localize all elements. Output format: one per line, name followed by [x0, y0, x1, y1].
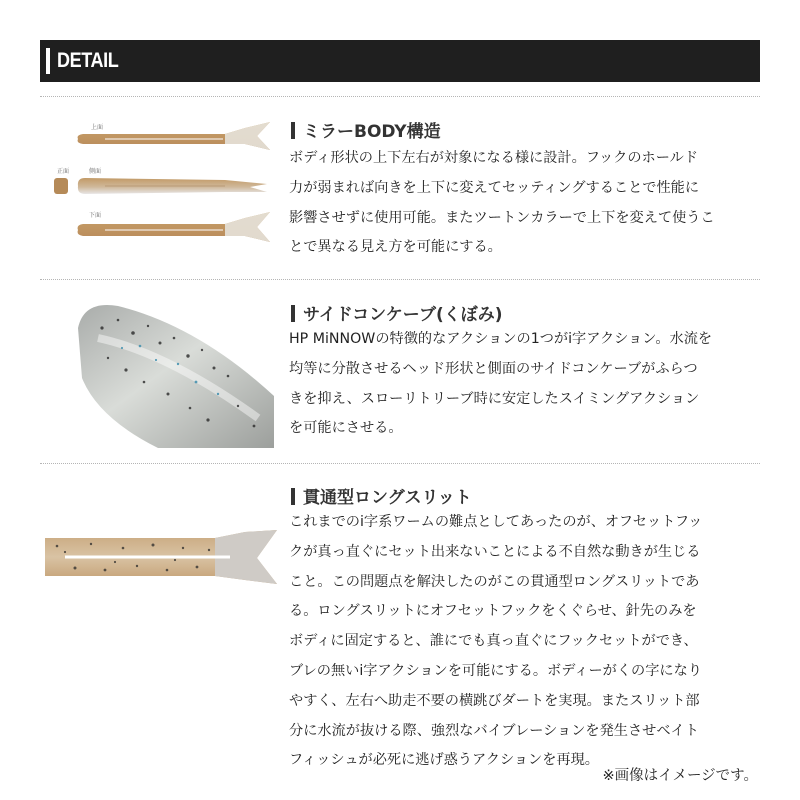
detail-header [40, 40, 760, 82]
body-line: る。ロングスリットにオフセットフックをくぐらせ、針先のみを [289, 603, 697, 620]
section-heading-side-concave [291, 300, 502, 325]
body-line: HP MiNNOWの特徴的なアクションの1つがi字アクション。水流を [289, 331, 713, 347]
image-disclaimer-note: ※画像はイメージです。 [602, 768, 758, 784]
body-line: ボディ形状の上下左右が対象になる様に設計。フックのホールド [289, 150, 699, 166]
body-line: やすく、左右へ助走不要の横跳びダートを実現。またスリット部 [289, 692, 700, 709]
body-line: こと。この問題点を解決したのがこの貫通型ロングスリットであ [289, 573, 700, 590]
section-heading-text: サイドコンケーブ(くぼみ) [303, 305, 503, 325]
section-heading-text: ミラーBODY構造 [303, 122, 441, 142]
front-view-worm [54, 178, 68, 194]
body-line: ブレの無いi字アクションを可能にする。ボディーがくの字になり [289, 662, 702, 679]
section-body-mirror-body [289, 144, 764, 263]
heading-bar [291, 122, 295, 139]
body-line: きを抑え、スローリトリーブ時に安定したスイミングアクション [289, 390, 700, 407]
section-body-side-concave [289, 325, 764, 444]
label-side: 側面 [89, 168, 102, 175]
body-line: これまでのi字系ワームの難点としてあったのが、オフセットフッ [289, 514, 703, 530]
divider [40, 279, 760, 280]
body-line: 力が弱まれば向きを上下に変えてセッティングすることで性能に [289, 179, 700, 196]
header-accent-bar [46, 48, 50, 74]
section-heading-long-slit [291, 483, 472, 508]
label-top: 上面 [91, 124, 104, 131]
section-heading-text: 貫通型ロングスリット [303, 488, 472, 508]
body-line: フィッシュが必死に逃げ惑うアクションを再現。 [289, 752, 599, 769]
divider [40, 96, 760, 97]
mirror-body-figure [45, 112, 275, 252]
section-body-long-slit [289, 508, 764, 776]
long-slit-figure [45, 530, 280, 586]
heading-bar [291, 305, 295, 322]
side-concave-figure [78, 298, 278, 448]
heading-bar [291, 488, 295, 505]
body-line: 影響させずに使用可能。またツートンカラーで上下を変えて使うこ [289, 209, 715, 226]
bottom-view-worm [78, 212, 270, 242]
header-title: DETAIL [57, 49, 119, 72]
divider [40, 463, 760, 464]
side-view-worm [78, 178, 267, 194]
body-line: 分に水流が抜ける際、強烈なバイブレーションを発生させベイト [289, 722, 699, 739]
body-line: とで異なる見え方を可能にする。 [289, 239, 502, 256]
body-line: を可能にさせる。 [289, 420, 403, 437]
body-line: ボディに固定すると、誰にでも真っ直ぐにフックセットができ、 [289, 633, 698, 650]
section-heading-mirror-body [291, 117, 441, 142]
label-front: 正面 [57, 168, 70, 175]
body-line: クが真っ直ぐにセット出来ないことによる不自然な動きが生じる [289, 543, 701, 560]
top-view-worm [78, 122, 270, 150]
label-bottom: 下面 [89, 212, 102, 219]
body-line: 均等に分散させるヘッド形状と側面のサイドコンケーブがふらつ [289, 360, 698, 377]
